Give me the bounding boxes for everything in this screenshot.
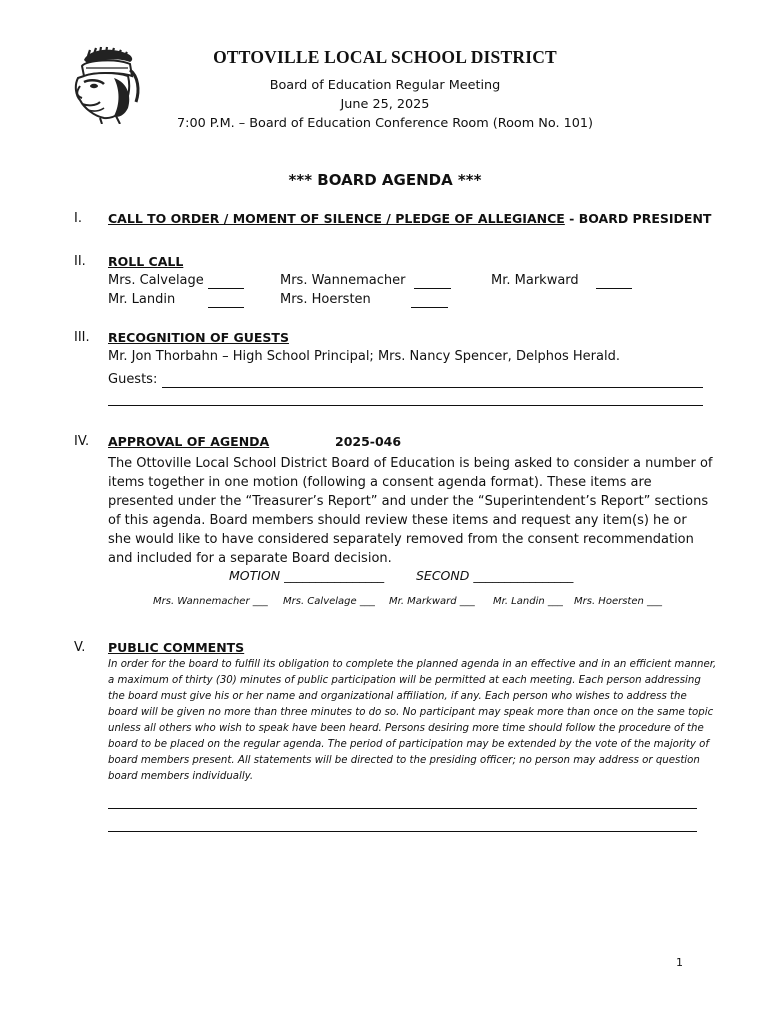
section-number-1: I. <box>74 211 82 226</box>
roll-member-calvelage: Mrs. Calvelage <box>108 273 204 288</box>
meeting-name: Board of Education Regular Meeting <box>269 78 501 93</box>
motion-field[interactable]: MOTION ________________ <box>229 568 385 583</box>
comments-blank-line-1[interactable] <box>108 808 697 809</box>
approval-agenda-paragraph: The Ottoville Local School District Board of Education is being asked to consider a number of items together in one motion (following a consent agenda format). These items are presented under the “Treasurer’s Report” and under the “Superintendent’s Report” sections of this agenda. Board members should review these items and request any item(s) he or she would like to have considered separately removed from the consent recommendation and included for a separate Board decision. <box>108 456 713 566</box>
public-comments-paragraph: In order for the board to fulfill its obligation to complete the planned agenda in an effective and in an efficient manner, a maximum of thirty (30) minutes of public participation will be permitted at each meeting. Each person addressing the board must give his or her name and organizational affiliation, if any. Each person who wishes to address the board will be given no more than three minutes to do so. No participant may speak more than once on the same topic unless all others who wish to speak have been heard. Persons desiring more time should follow the procedure of the board to be placed on the regular agenda. The period of participation may be extended by the vote of the majority of board members present. All statements will be directed to the presiding officer; no person may address or question board members individually. <box>108 659 717 782</box>
resolution-number: 2025-046 <box>335 434 402 449</box>
titan-warrior-logo-icon <box>70 46 142 124</box>
section-number-5: V. <box>74 640 86 655</box>
roll-member-markward: Mr. Markward <box>491 273 579 288</box>
roll-member-wannemacher: Mrs. Wannemacher <box>280 273 406 288</box>
section-number-3: III. <box>74 330 90 345</box>
section-4-title: APPROVAL OF AGENDA <box>108 434 270 449</box>
roll-member-landin: Mr. Landin <box>108 292 176 307</box>
section-number-2: II. <box>74 254 86 269</box>
comments-blank-line-2[interactable] <box>108 831 697 832</box>
section-2-title: ROLL CALL <box>108 254 184 269</box>
section-5-title: PUBLIC COMMENTS <box>108 640 245 655</box>
vote-hoersten[interactable]: Mrs. Hoersten ___ <box>574 596 663 607</box>
section-1-title: CALL TO ORDER / MOMENT OF SILENCE / PLEDGE OF ALLEGIANCE <box>108 211 565 226</box>
guests-blank-line-1[interactable] <box>162 387 703 388</box>
second-field[interactable]: SECOND ________________ <box>416 568 574 583</box>
roll-blank-hoersten[interactable] <box>411 307 448 308</box>
roll-blank-landin[interactable] <box>208 307 244 308</box>
district-title: OTTOVILLE LOCAL SCHOOL DISTRICT <box>213 47 557 67</box>
recognized-guests-line: Mr. Jon Thorbahn – High School Principal; Mrs. Nancy Spencer, Delphos Herald. <box>108 349 620 364</box>
meeting-date: June 25, 2025 <box>340 97 430 112</box>
section-1-heading <box>108 211 711 226</box>
vote-calvelage[interactable]: Mrs. Calvelage ___ <box>283 596 375 607</box>
section-number-4: IV. <box>74 434 90 449</box>
section-3-title: RECOGNITION OF GUESTS <box>108 330 289 345</box>
section-1-tail: - BOARD PRESIDENT <box>564 211 712 226</box>
guests-blank-line-2[interactable] <box>108 405 703 406</box>
page-number: 1 <box>676 956 683 969</box>
roll-blank-wannemacher[interactable] <box>414 288 451 289</box>
vote-markward[interactable]: Mr. Markward ___ <box>389 596 475 607</box>
roll-blank-calvelage[interactable] <box>208 288 244 289</box>
guests-label: Guests: <box>108 372 158 387</box>
vote-landin[interactable]: Mr. Landin ___ <box>493 596 563 607</box>
vote-wannemacher[interactable]: Mrs. Wannemacher ___ <box>153 596 268 607</box>
agenda-title: *** BOARD AGENDA *** <box>288 171 482 189</box>
meeting-time-place: 7:00 P.M. – Board of Education Conference Room (Room No. 101) <box>176 116 594 131</box>
roll-blank-markward[interactable] <box>596 288 632 289</box>
roll-member-hoersten: Mrs. Hoersten <box>280 292 371 307</box>
